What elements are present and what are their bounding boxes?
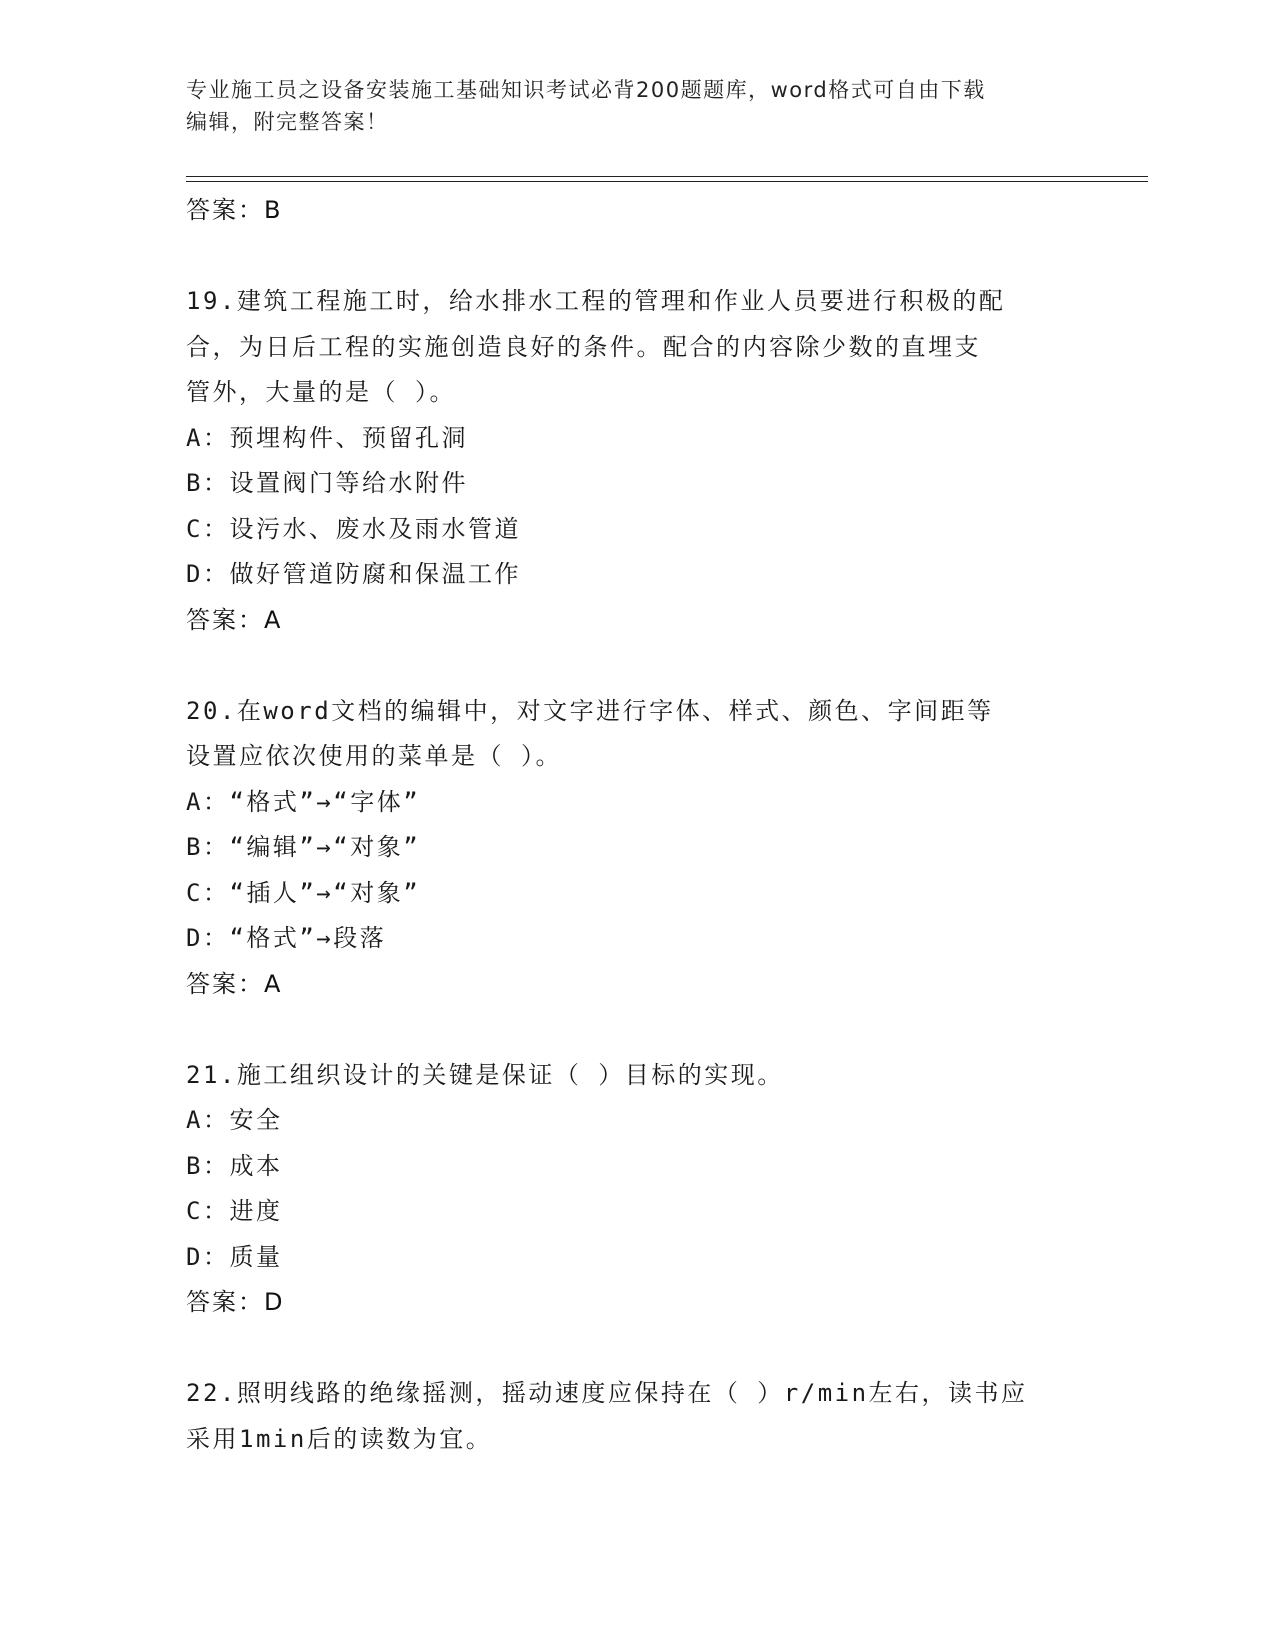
option-d: D：质量 <box>186 1242 283 1271</box>
option-a: A：安全 <box>186 1106 283 1134</box>
option-d: D：做好管道防腐和保温工作 <box>186 560 521 588</box>
header-rule-bottom <box>186 181 1148 182</box>
spacer <box>186 1007 1086 1053</box>
option-b: B：“编辑”→“对象” <box>186 833 421 861</box>
question-stem-line: 20.在word文档的编辑中，对文字进行字体、样式、颜色、字间距等 <box>186 696 994 725</box>
question-stem-line: 采用1min后的读数为宜。 <box>186 1424 493 1453</box>
page-content <box>186 188 1086 1462</box>
header-line-1: 专业施工员之设备安装施工基础知识考试必背200题题库，word格式可自由下载 <box>186 78 986 102</box>
previous-answer: 答案：B <box>186 196 283 224</box>
spacer <box>186 1326 1086 1372</box>
question-stem-line: 管外，大量的是（ ）。 <box>186 378 456 406</box>
option-b: B：设置阀门等给水附件 <box>186 469 468 497</box>
header-rule-top <box>186 176 1148 177</box>
question-stem-line: 19.建筑工程施工时，给水排水工程的管理和作业人员要进行积极的配 <box>186 287 1006 315</box>
option-a: A：“格式”→“字体” <box>186 787 421 816</box>
question-22 <box>186 1371 1086 1462</box>
option-c: C：设污水、废水及雨水管道 <box>186 514 521 543</box>
page-header <box>186 74 1066 138</box>
option-b: B：成本 <box>186 1151 283 1180</box>
answer-line: 答案：D <box>186 1288 285 1316</box>
option-c: C：“插人”→“对象” <box>186 878 421 907</box>
question-stem-line: 设置应依次使用的菜单是（ ）。 <box>186 742 562 770</box>
option-a: A：预埋构件、预留孔洞 <box>186 423 468 452</box>
question-21 <box>186 1053 1086 1326</box>
question-stem-line: 21.施工组织设计的关键是保证（ ）目标的实现。 <box>186 1060 784 1089</box>
question-20 <box>186 689 1086 1008</box>
question-19 <box>186 279 1086 643</box>
spacer <box>186 643 1086 689</box>
question-stem-line: 合，为日后工程的实施创造良好的条件。配合的内容除少数的直埋支 <box>186 332 981 361</box>
option-d: D：“格式”→段落 <box>186 924 387 952</box>
answer-line: 答案：A <box>186 969 283 998</box>
option-c: C：进度 <box>186 1197 283 1225</box>
answer-line: 答案：A <box>186 605 283 634</box>
spacer <box>186 234 1086 280</box>
question-stem-line: 22.照明线路的绝缘摇测，摇动速度应保持在（ ）r/min左右，读书应 <box>186 1379 1028 1407</box>
header-line-2: 编辑，附完整答案！ <box>186 110 389 134</box>
